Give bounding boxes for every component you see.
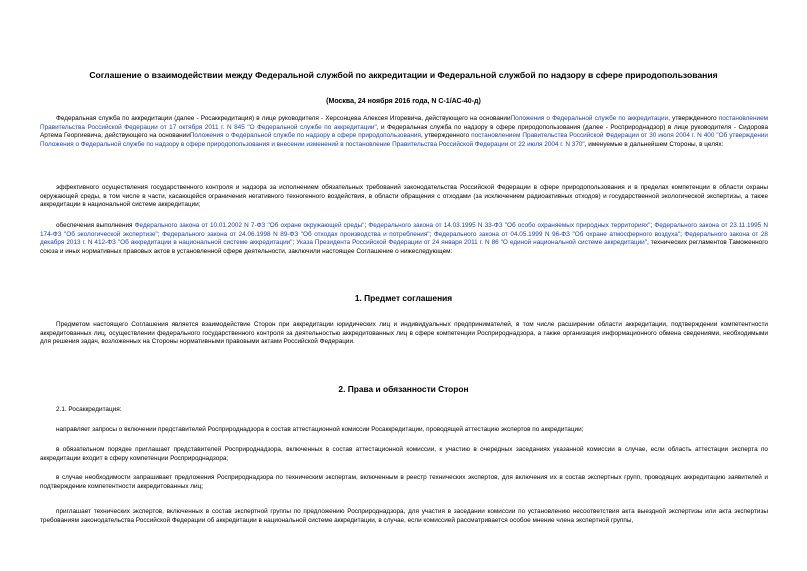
section-2-clause-2-1: 2.1. Росаккредитация: <box>56 406 122 413</box>
goals-paragraph: эффективного осуществления государственного контроля и надзора за исполнением обязательных требований законодательства Российской Федерации в сфере природопользования и в пределах компетенции в области охраны окружающей среды, в том числе в части, касающейся ограничения негативного техногенного воздействия, в области обращения с отходами (за исключением радиоактивных отходов) и государственной экологической экспертизы, а также аккредитации в национальной системе аккредитации; <box>40 184 768 209</box>
link-regulation-accreditation[interactable]: Положения о Федеральной службе по аккредитации <box>510 115 669 122</box>
laws-paragraph <box>40 222 768 256</box>
link-law-174fz[interactable]: Федерального закона от 23.11.1995 N 174-ФЗ "Об экологической экспертизе" <box>40 222 768 238</box>
link-resolution-845[interactable]: постановлением Правительства Российской Федерации от 17 октября 2011 г. N 845 "О Федеральной службе по аккредитации" <box>40 115 769 131</box>
link-law-89fz[interactable]: Федерального закона от 24.06.1998 N 89-ФЗ "Об отходах производства и потребления" <box>162 230 430 238</box>
laws-text-3: ; <box>650 222 655 229</box>
preamble-text-4: , утвержденного <box>420 132 472 140</box>
link-law-33fz[interactable]: Федерального закона от 14.03.1995 N 33-ФЗ "Об особо охраняемых природных территориях" <box>368 222 651 229</box>
laws-text-4: ; <box>157 230 163 238</box>
link-law-412fz[interactable]: Федерального закона от 28 декабря 2013 г. N 412-ФЗ "Об аккредитации в национальной системе аккредитации" <box>40 230 768 247</box>
section-2-item-invites: в обязательном порядке приглашает представителей Росприроднадзора, включенных в состав аттестационной комиссии, к участию в очередных заседаниях указанной комиссии в случае, если область аттестации эксперта по аккредитации входит в сферу компетенции Росприроднадзора; <box>40 446 768 462</box>
section-1-paragraph: Предметом настоящего Соглашения является взаимодействие Сторон при аккредитации юридических лиц и индивидуальных предпринимателей, в том числе расширении области аккредитации, подтверждении компетентности аккредитованных лиц, осуществлении федерального государственного контроля за деятельностью аккредитованных лиц в сфере компетенции Росприроднадзора, а также организация информационного обмена сведениями, необходимыми для решения задач, возложенных на Стороны нормативными правовыми актами Российской Федерации. <box>40 321 768 346</box>
preamble-text-5: , именуемые в дальнейшем Стороны, в целях: <box>584 140 724 148</box>
document-title: Соглашение о взаимодействии между Федеральной службой по аккредитации и Федеральной службой по надзору в сфере природопользования <box>89 70 718 80</box>
section-1-heading: 1. Предмет соглашения <box>354 293 453 303</box>
laws-text-7: ; <box>292 239 297 247</box>
laws-text-2: ; <box>364 222 369 229</box>
document-subtitle: (Москва, 24 ноября 2016 года, N С-1/АС-40-д) <box>326 98 481 105</box>
section-2-heading: 2. Права и обязанности Сторон <box>338 384 469 394</box>
preamble-text-3: , и Федеральная служба по надзору в сфере природопользования (далее - Росприроднадзор) в лице руководителя - Сидорова Артема Георгиевича, действующего на основании <box>40 123 769 140</box>
section-2-item-requests: направляет запросы о включении представителей Росприроднадзора в состав аттестационной комиссии Росаккредитации, проводящей аттестацию экспертов по аккредитации; <box>56 426 584 433</box>
link-resolution-400[interactable]: постановлением Правительства Российской Федерации от 30 июля 2004 г. N 400 "Об утверждении Положения о Федеральной службе по надзору в сфере природопользования и внесении изменений в постановление Правительства Российской Федерации от 22 июля 2004 г. N 370" <box>40 132 768 148</box>
laws-text-1: обеспечения выполнения <box>56 222 135 229</box>
laws-text-6: ; <box>680 230 685 238</box>
section-2-item-proposals: в случае необходимости запрашивает предложения Росприроднадзора по техническим экспертам, включенным в реестр технических экспертов, для включения их в состав экспертных групп, проводящих аккредитацию заявителей и подтверждение компетентности аккредитованных лиц; <box>40 474 768 490</box>
link-regulation-rosprirodnadzor[interactable]: Положения о Федеральной службе по надзору в сфере природопользования <box>189 132 421 140</box>
preamble-text-2: , утвержденного <box>668 115 719 122</box>
section-2-item-experts: приглашает технических экспертов, включенных в состав экспертной группы по предложению Росприроднадзора, для участия в заседании комиссии по установлению несоответствия акта выездной экспертизы или акта экспертизы требованиям законодательства Российской Федерации об аккредитации в национальной системе аккредитации, в случае, если комиссией рассматривается особое мнение члена экспертной группы, <box>40 508 768 524</box>
preamble-paragraph <box>40 115 768 149</box>
link-decree-86[interactable]: Указа Президента Российской Федерации от 24 января 2011 г. N 86 "О единой национальной системе аккредитации" <box>296 239 647 247</box>
laws-text-8: , технических регламентов Таможенного союза и иных нормативных правовых актов в установленной сфере деятельности, заключили настоящее Соглашение о нижеследующем: <box>40 239 768 255</box>
laws-text-5: ; <box>429 230 434 238</box>
preamble-text-1: Федеральная служба по аккредитации (далее - Росаккредитация) в лице руководителя - Херсонцева Алексея Игоревича, действующего на основании <box>56 115 511 122</box>
link-law-7fz[interactable]: Федерального закона от 10.01.2002 N 7-ФЗ "Об охране окружающей среды" <box>134 222 365 229</box>
link-law-96fz[interactable]: Федерального закона от 04.05.1999 N 96-ФЗ "Об охране атмосферного воздуха" <box>433 230 681 238</box>
